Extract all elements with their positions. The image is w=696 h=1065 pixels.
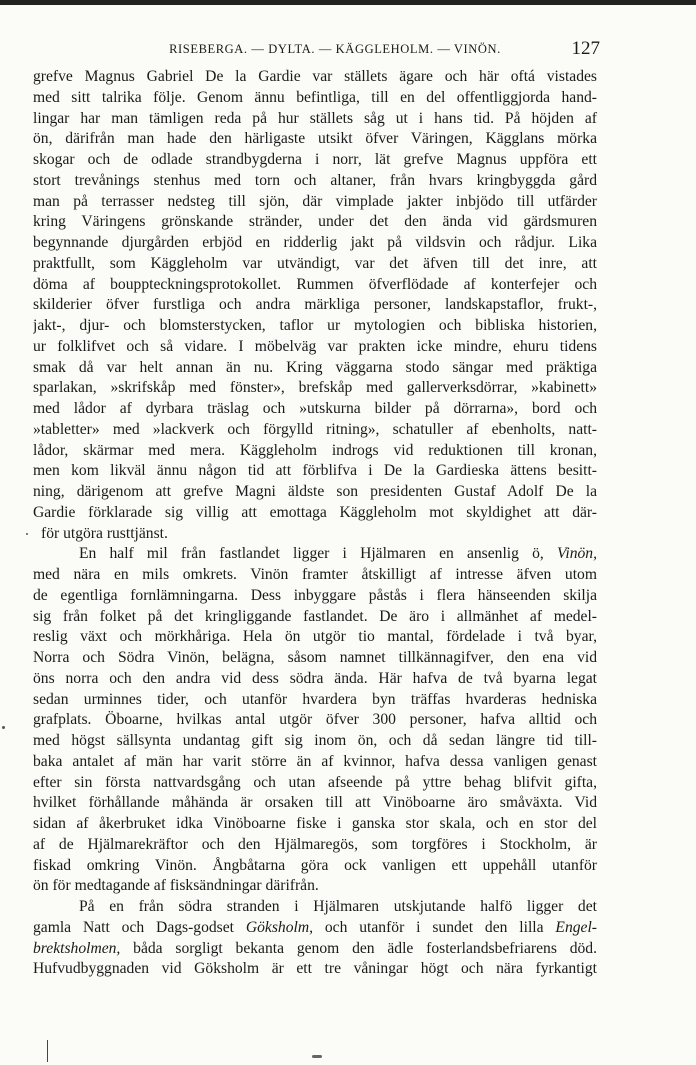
text-line: Hufvudbyggnaden vid Göksholm är ett tre våningar högt och nära fyrkantigt <box>33 960 597 978</box>
text-line: reslig växt och mörkhåriga. Hela ön utgör tio mantal, fördelade i två byar, <box>33 628 597 646</box>
text-line: skilderier öfver furstliga och andra märkliga personer, landskapstaflor, frukt-, <box>33 296 597 314</box>
text-line: sidan af åkerbruket idka Vinöboarne fiske i ganska stor skala, och en stor del <box>33 815 597 832</box>
text-line: med högst sällsynta undantag gift sig inom ön, och då sedan längre tid till- <box>33 732 597 749</box>
text-line: af de Hjälmarekräftor och den Hjälmaregös, som torgföres i Stockholm, är <box>33 835 597 853</box>
text-line: ön för medtagande af fisksändningar därifrån. <box>33 877 319 895</box>
text-line: sedan urminnes tider, och utanför hvardera byn träffas hvarderas hedniska <box>33 690 597 708</box>
text-line: lingar har man tämligen reda på hur ställets såg ut i hans tid. På höjden af <box>33 109 597 127</box>
page-number: 127 <box>571 38 600 59</box>
text-line: skogar och de odlade strandbygderna i norr, lät grefve Magnus uppföra ett <box>33 151 597 168</box>
text-line: kring Väringens grönskande stränder, under det den ända vid gärdsmuren <box>33 213 597 231</box>
text-line: efter sin första nattvardsgång och utan afseende på yttre behag blifvit gifta, <box>33 773 597 791</box>
text-line: med lådor af dyrbara träslag och »utskurna bilder på dörrarna», bord och <box>33 400 597 417</box>
text-line: grafplats. Öboarne, hvilkas antal utgör öfver 300 personer, hafva alltid och <box>33 711 597 729</box>
place-name-goksholm: Göksholm, <box>245 918 314 936</box>
body-text <box>33 67 597 980</box>
place-name-vinon: Vinön, <box>557 545 597 563</box>
paragraph-start-line: En half mil från fastlandet ligger i Hjälmaren en ansenlig ö, Vinön, <box>79 545 597 563</box>
text-line: fiskad omkring Vinön. Ångbåtarna göra ock vanligen ett uppehåll utanför <box>33 856 597 874</box>
text-line: begynnande djurgården erbjöd en ridderlig jakt på vildsvin och rådjur. Lika <box>33 234 597 251</box>
text-line: de egentliga fornlämningarna. Dess inbyggare påstås i flera hänseenden skilja <box>33 586 597 604</box>
text-line: »tabletter» med »lackverk och förgylld ritning», schatuller af ebenholts, natt- <box>33 420 597 438</box>
text-line: gamla Natt och Dags-godset Göksholm, och utanför i sundet den lilla Engel- <box>33 918 597 936</box>
text-line: sparlakan, »skrifskåp med fönster», brefskåp med gallerverksdörrar, »kabinett» <box>33 379 597 397</box>
text-line: med nära en mils omkrets. Vinön framter åtskilligt af intresse äfven utom <box>33 566 597 583</box>
text-line: öns norra och den andra vid dess södra ända. Här hafva de två byarna legat <box>33 669 597 687</box>
place-name-engelbrektsholmen-part2: brektsholmen, <box>33 939 121 957</box>
text-line: man på terrasser nedsteg till sjön, där vimplade jakter inbjödo till utfärder <box>33 192 597 210</box>
text-line: praktfullt, som Käggleholm var utvändigt, var det äfven till det inre, att <box>33 254 597 272</box>
text-line: ön, därifrån man hade den härligaste utsikt öfver Väringen, Kägglans mörka <box>33 130 597 148</box>
text-line: med sitt talrika följe. Genom ännu befintliga, till en del offentliggjorda hand- <box>33 88 597 106</box>
text-line: men kom likväl ännu någon tid att förblifva i De la Gardieska ättens besitt- <box>33 462 597 480</box>
text-line: baka antalet af män har varit större än af kvinnor, hafva dessa vanligen genast <box>33 752 597 770</box>
text-line: jakt-, djur- och blomsterstycken, taflor ur mytologien och bibliska historien, <box>33 317 597 334</box>
page-top-edge <box>0 0 696 5</box>
text-line: Gardie förklarade sig villig att emottaga Käggleholm mot skyldighet att där- <box>33 503 597 521</box>
text-line: Norra och Södra Vinön, belägna, såsom namnet tillkännagifver, den ena vid <box>33 649 597 666</box>
text-line: för utgöra rusttjänst. <box>41 524 168 542</box>
text-line: smak då var helt annan än nu. Kring väggarna stodo sängar med präktiga <box>33 358 597 376</box>
text-line: sig från folket på det kringliggande fastlandet. De äro i allmänhet af medel- <box>33 607 597 625</box>
margin-speck <box>2 726 5 729</box>
paragraph-start-line: På en från södra stranden i Hjälmaren utskjutande halfö ligger det <box>79 898 597 915</box>
text-line: brektsholmen, båda sorgligt bekanta genom den ädle fosterlandsbefriarens död. <box>33 939 597 957</box>
text-line: grefve Magnus Gabriel De la Gardie var ställets ägare och här oftá vistades <box>33 68 597 85</box>
text-line: lådor, skärmar med mera. Käggleholm indrogs vid reduktionen till kronan, <box>33 441 597 459</box>
text-line: döma af bouppteckningsprotokollet. Rummen öfverflödade af konterfejer och <box>33 275 597 293</box>
text-line: ur folklifvet och så vidare. I möbelväg var prakten icke mindre, ehuru tidens <box>33 337 597 355</box>
scan-artifact-line <box>47 1040 48 1062</box>
text-line: ning, därigenom att grefve Magni äldste son presidenten Gustaf Adolf De la <box>33 483 597 500</box>
place-name-engelbrektsholmen-part1: Engel- <box>555 918 597 936</box>
scan-artifact-smudge <box>312 1055 322 1058</box>
running-header: RISEBERGA. — DYLTA. — KÄGGLEHOLM. — VINÖN. <box>169 42 501 56</box>
text-line: stort trevånings stenhus med torn och altaner, från hvars kringbyggda gård <box>33 171 597 189</box>
margin-speck <box>26 533 28 535</box>
text-line: hvilket förhållande måhända är orsaken till att Vinöboarne äro småväxta. Vid <box>33 794 597 812</box>
